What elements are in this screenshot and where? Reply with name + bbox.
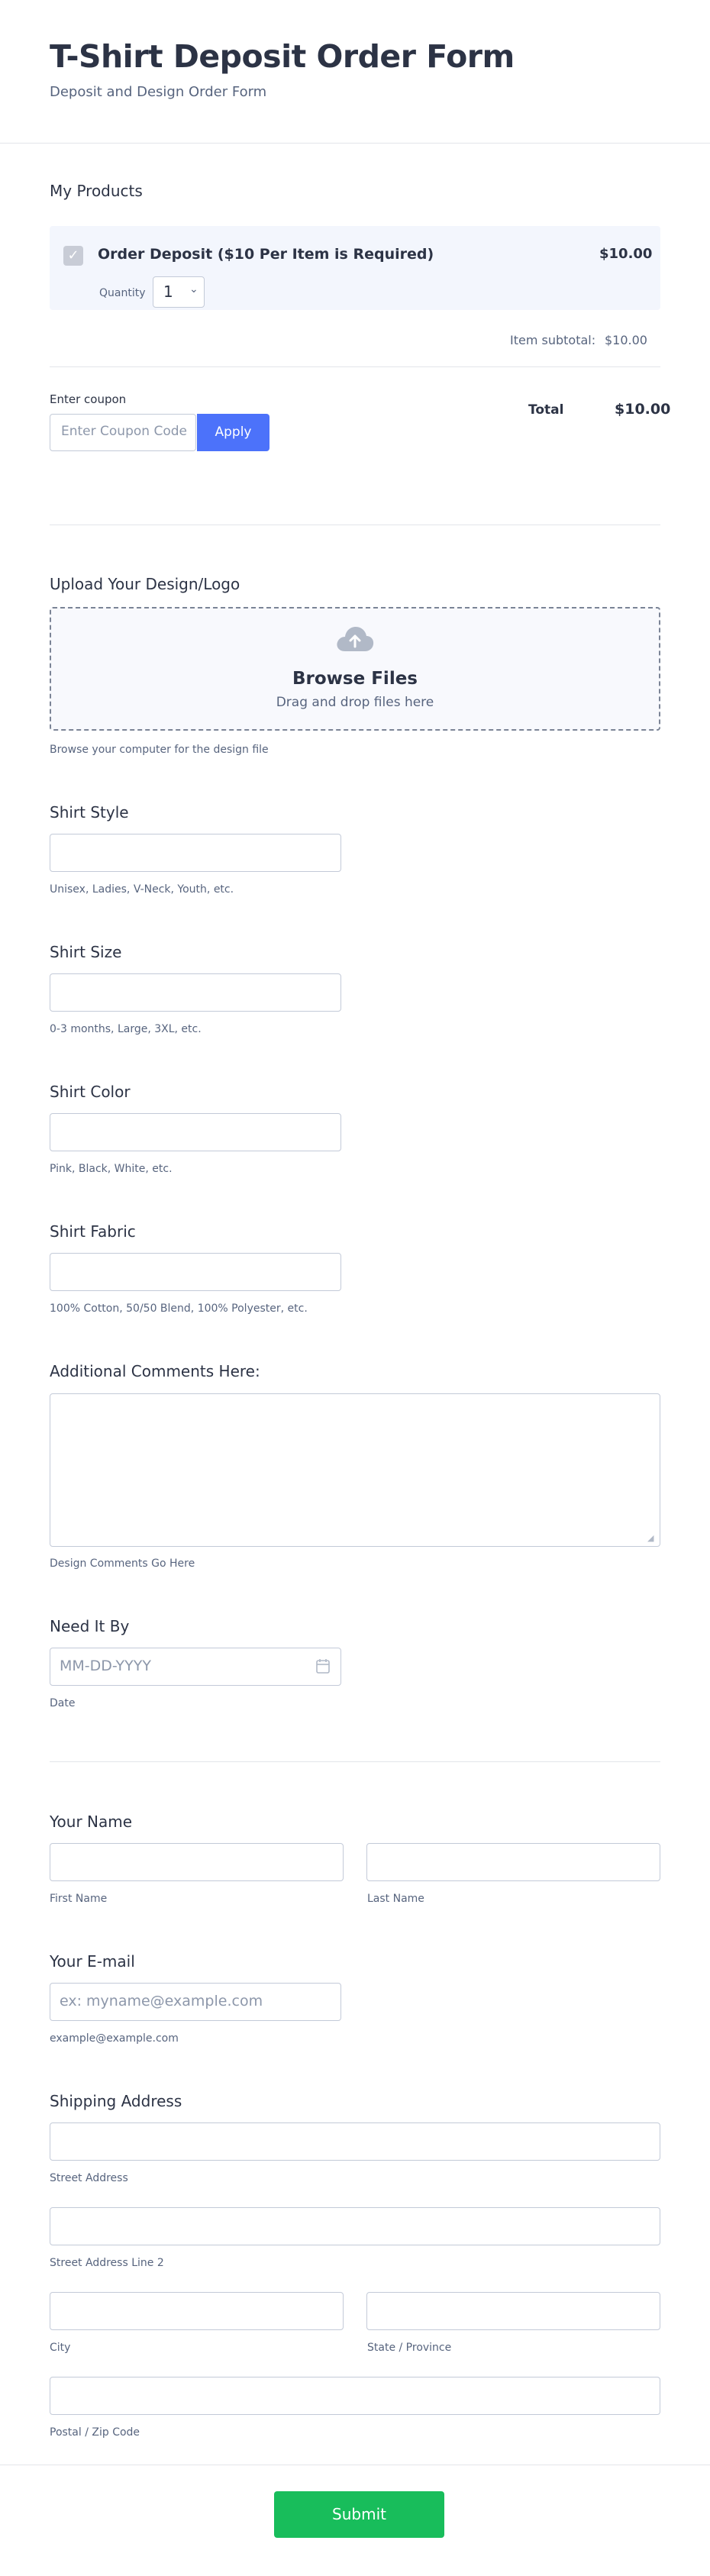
resize-handle-icon[interactable]: ◢ — [647, 1533, 654, 1543]
total-value: $10.00 — [615, 401, 671, 418]
city-hint: City — [50, 2342, 71, 2354]
shirt-fabric-input[interactable] — [50, 1253, 341, 1291]
item-subtotal-value: $10.00 — [605, 333, 647, 347]
form-subtitle: Deposit and Design Order Form — [50, 84, 267, 100]
name-label: Your Name — [50, 1813, 133, 1831]
shirt-style-input[interactable] — [50, 834, 341, 872]
apply-coupon-button[interactable]: Apply — [197, 414, 269, 451]
state-hint: State / Province — [367, 2342, 452, 2354]
quantity-value: 1 — [163, 282, 173, 301]
first-name-hint: First Name — [50, 1893, 108, 1905]
shirt-size-hint: 0-3 months, Large, 3XL, etc. — [50, 1023, 202, 1035]
shirt-color-label: Shirt Color — [50, 1083, 131, 1101]
cloud-upload-icon — [334, 624, 376, 657]
first-name-input[interactable] — [50, 1843, 344, 1881]
city-input[interactable] — [50, 2292, 344, 2330]
street-address-input[interactable] — [50, 2122, 660, 2161]
shirt-color-hint: Pink, Black, White, etc. — [50, 1163, 173, 1175]
calendar-icon[interactable] — [315, 1658, 331, 1677]
checkbox-check-icon: ✓ — [67, 247, 79, 263]
street-address-hint: Street Address — [50, 2172, 128, 2184]
form-title: T-Shirt Deposit Order Form — [50, 38, 515, 75]
date-placeholder: MM-DD-YYYY — [60, 1658, 151, 1674]
browse-files-label[interactable]: Browse Files — [292, 669, 418, 689]
shirt-style-label: Shirt Style — [50, 803, 129, 822]
email-placeholder: ex: myname@example.com — [60, 1993, 263, 2009]
shirt-style-hint: Unisex, Ladies, V-Neck, Youth, etc. — [50, 883, 234, 896]
date-hint: Date — [50, 1697, 76, 1709]
comments-label: Additional Comments Here: — [50, 1362, 260, 1380]
chevron-down-icon: ⌄ — [189, 283, 198, 295]
shirt-size-input[interactable] — [50, 973, 341, 1012]
state-input[interactable] — [366, 2292, 660, 2330]
address-label: Shipping Address — [50, 2092, 182, 2110]
comments-textarea[interactable] — [50, 1393, 660, 1547]
section-divider — [50, 1761, 660, 1762]
shirt-color-input[interactable] — [50, 1113, 341, 1151]
shirt-fabric-label: Shirt Fabric — [50, 1222, 136, 1241]
product-checkbox[interactable] — [63, 246, 83, 266]
submit-button[interactable]: Submit — [274, 2491, 444, 2538]
upload-label: Upload Your Design/Logo — [50, 575, 240, 593]
total-label: Total — [528, 402, 564, 418]
drag-drop-label: Drag and drop files here — [276, 695, 434, 710]
email-hint: example@example.com — [50, 2032, 179, 2045]
street-address-2-input[interactable] — [50, 2207, 660, 2245]
last-name-hint: Last Name — [367, 1893, 424, 1905]
product-name: Order Deposit ($10 Per Item is Required) — [98, 246, 434, 263]
need-by-label: Need It By — [50, 1617, 130, 1635]
products-label: My Products — [50, 182, 143, 200]
products-divider — [50, 366, 660, 367]
header-divider — [0, 143, 710, 144]
product-price: $10.00 — [599, 246, 653, 262]
coupon-label: Enter coupon — [50, 392, 127, 406]
email-label: Your E-mail — [50, 1952, 135, 1971]
postal-code-input[interactable] — [50, 2377, 660, 2415]
comments-hint: Design Comments Go Here — [50, 1558, 195, 1570]
shirt-fabric-hint: 100% Cotton, 50/50 Blend, 100% Polyester, etc. — [50, 1303, 308, 1315]
coupon-placeholder: Enter Coupon Code — [61, 424, 187, 439]
postal-code-hint: Postal / Zip Code — [50, 2426, 140, 2439]
upload-hint: Browse your computer for the design file — [50, 744, 269, 756]
item-subtotal-label: Item subtotal: — [510, 333, 596, 347]
last-name-input[interactable] — [366, 1843, 660, 1881]
shirt-size-label: Shirt Size — [50, 943, 122, 961]
street-address-2-hint: Street Address Line 2 — [50, 2257, 164, 2269]
quantity-label: Quantity — [99, 287, 146, 299]
